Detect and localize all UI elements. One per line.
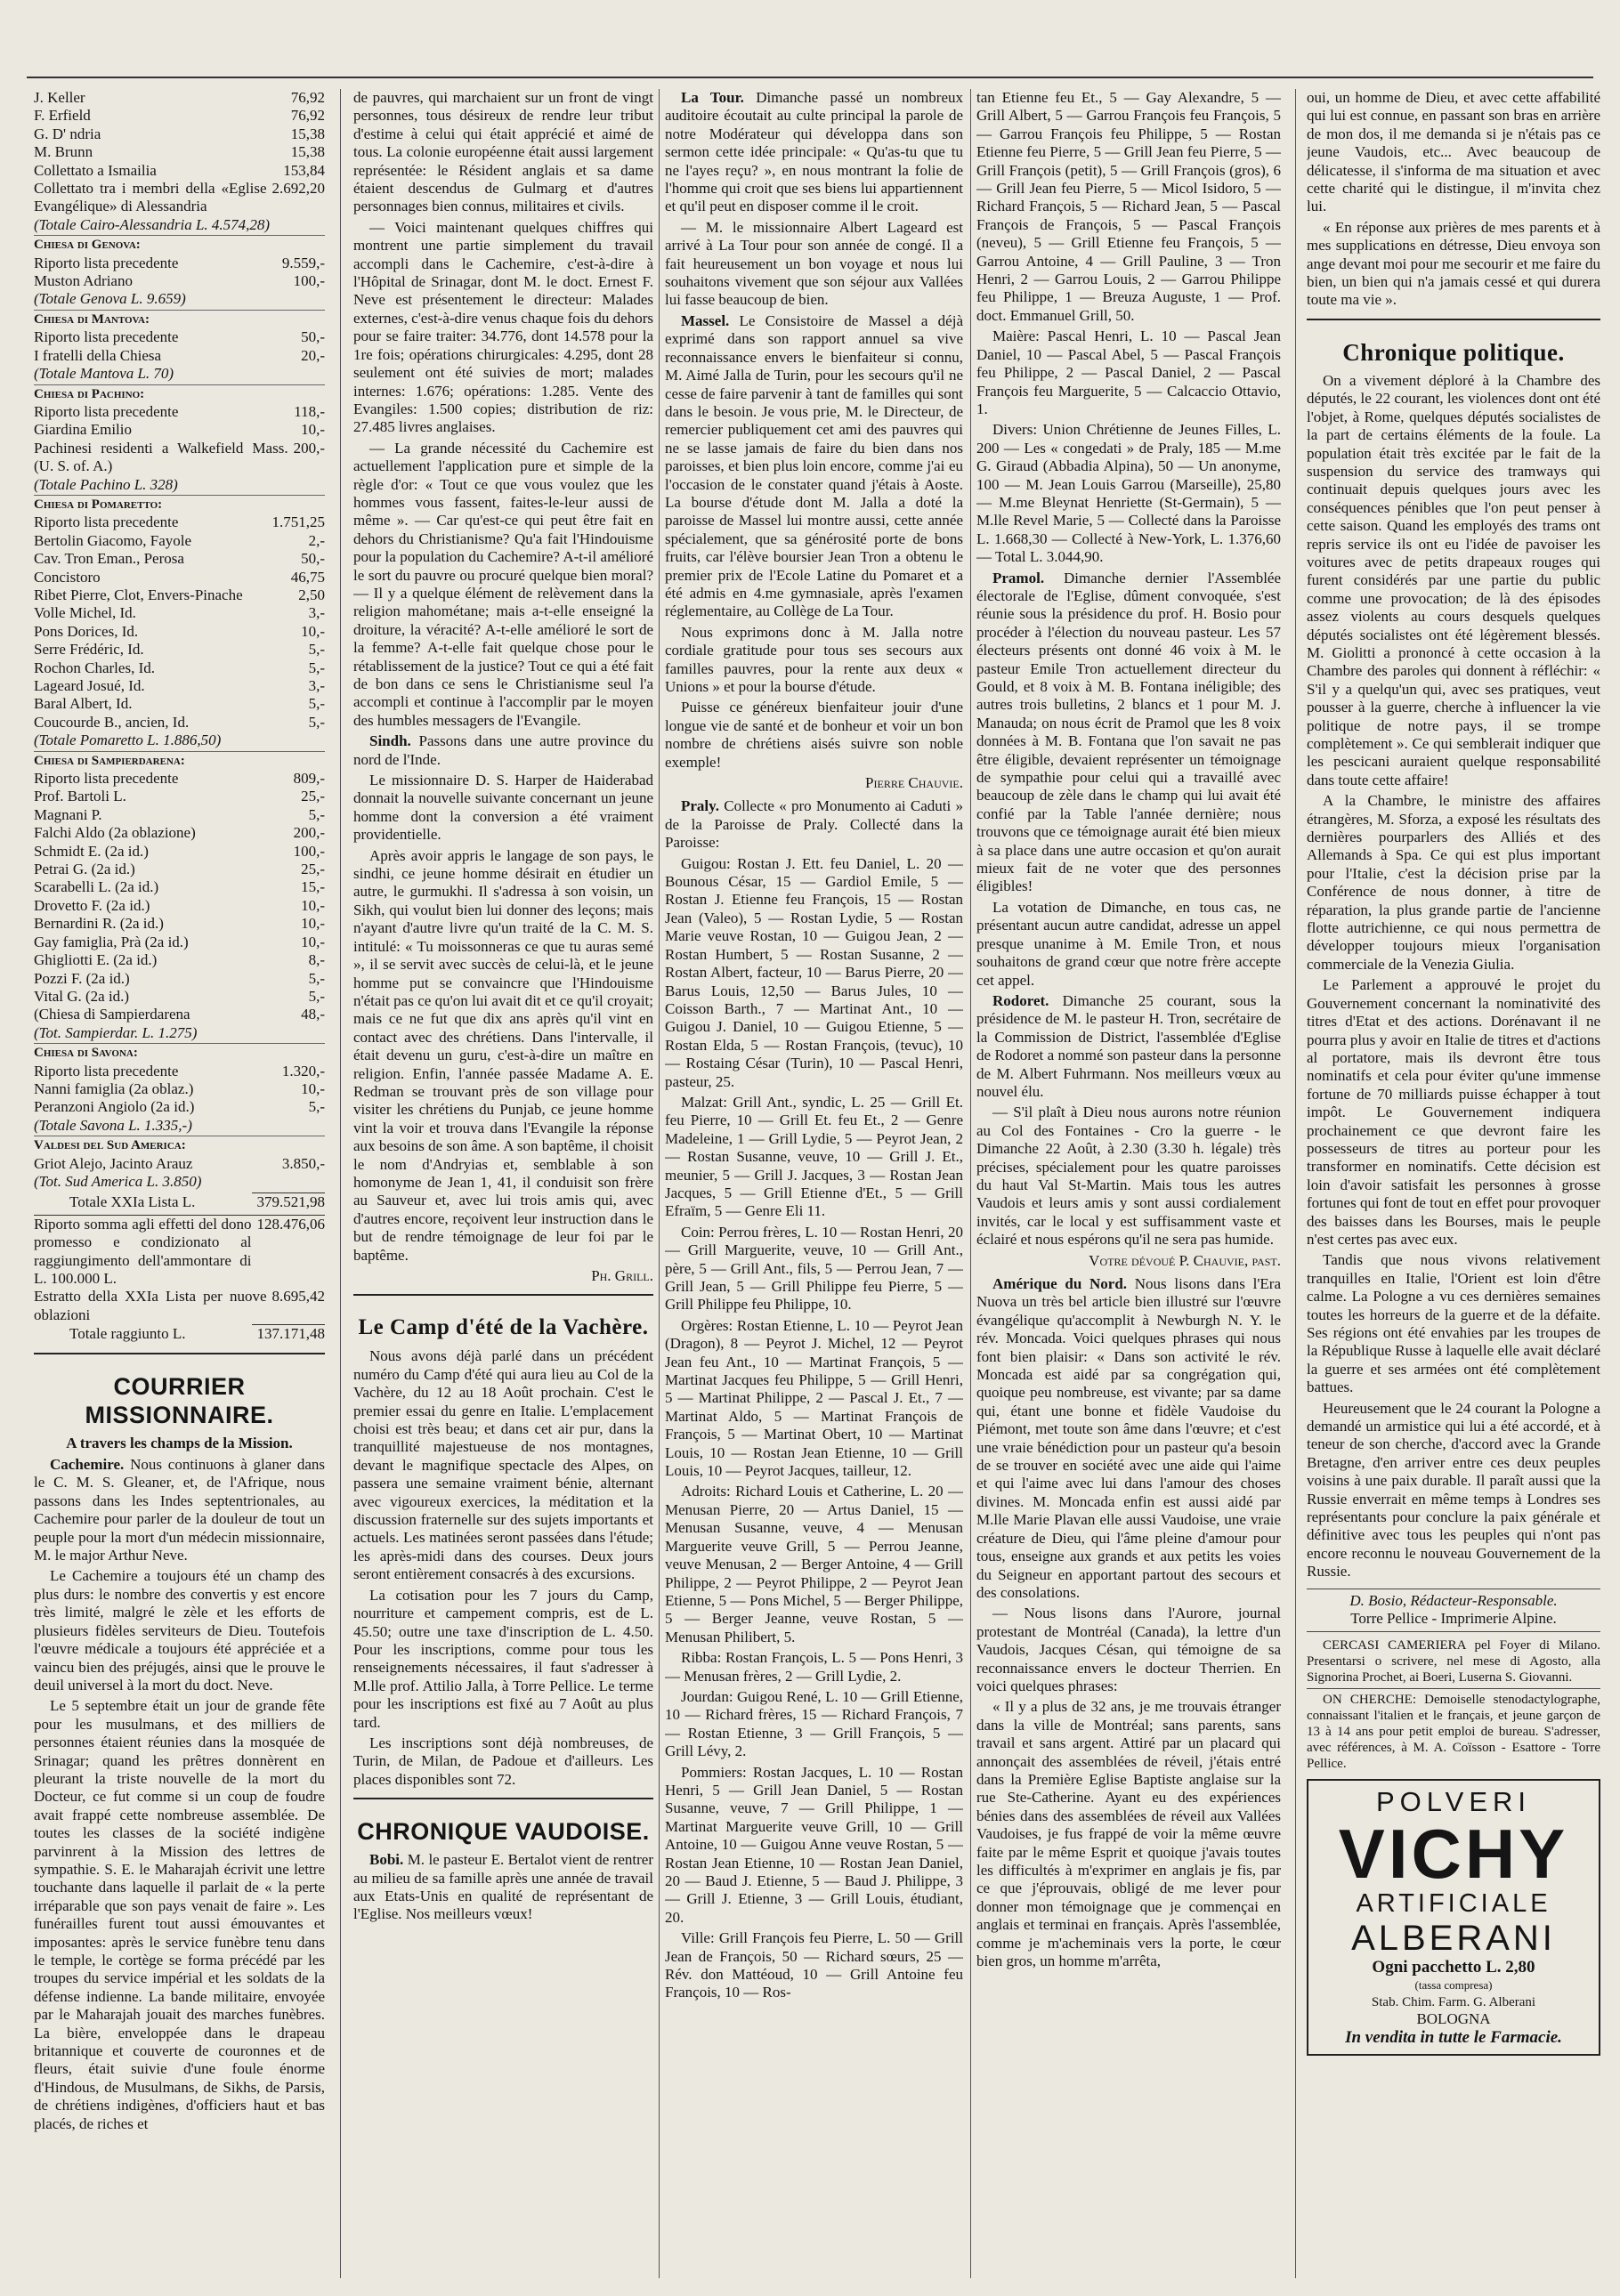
article-headline: Bobi. xyxy=(369,1851,404,1869)
article-text: Maière: Pascal Henri, L. 10 — Pascal Jean Daniel, 10 — Pascal Abel, 5 — Pascal François feu Philippe, 2 — Pascal Daniel, 2 — Pascal François feu Marguerite, 5 — Calcaccio Ottavio, 1. xyxy=(976,327,1281,417)
section-title: COURRIER MISSIONNAIRE. xyxy=(85,1372,274,1428)
article-text: tan Etienne feu Et., 5 — Gay Alexandre, 5 — Grill Albert, 5 — Garrou François feu François, 5 — Garrou François feu Philippe, 5 — Rostan Etienne feu Pierre, 5 — Grill Jean feu Pierre, 5 — Grill François (petit), 5 — Grill François (gros), 6 — Grill Jean feu Pierre, 5 — Micol Isidoro, 5 — Richard François, 5 — Richard Jean, 5 — Pascal François de François, 5 — Pascal François (neveu), 5 — Grill Etienne feu François, 5 — Garrou Antoine, 4 — Grill Pauline, 3 — Tron Henri, 2 — Garrou Louis, 2 — Garrou Philippe feu Philippe, 1 — Breuza Auguste, 1 — Prof. doct. Emmanuel Grill, 50. xyxy=(976,89,1281,324)
imprint xyxy=(1307,1589,1600,1632)
article-headline: Massel. xyxy=(681,311,730,329)
list-item: Bertolin Giacomo, Fayole 2,- xyxy=(34,531,325,549)
list-item: M. Brunn 15,38 xyxy=(34,143,325,161)
ad-line: (tassa compresa) xyxy=(1414,1977,1493,1992)
list-item: G. D' ndria 15,38 xyxy=(34,125,325,142)
ad-line: BOLOGNA xyxy=(1416,2010,1491,2028)
article-text: A la Chambre, le ministre des affaires étrangères, M. Sforza, a exposé les résultats des dernières pourparlers des Alliés et des Allemands à Spa. Ce qui est plus important pour l'Italie, c'est la décision prise par la Conférence de nous donner, à titre de réparation, la plus grande partie de l'ancienne flotte autrichienne, ce qui nous permettra de développer toujours mieux l'organisation commerciale de la Venezia Giulia. xyxy=(1307,792,1600,973)
subtotal: (Totale Cairo-Alessandria L. 4.574,28) xyxy=(34,215,271,233)
article-text: La cotisation pour les 7 jours du Camp, nourriture et campement compris, est de L. 45.50; outre une taxe d'inscription de L. 4.50. Pour les inscriptions, comme pour tous les renseignements nécessaires, il faut s'adresser à M.lle prof. Attilio Jalla, à Torre Pellice. Le terme pour les inscriptions est fixé au 7 Août au plus tard. xyxy=(353,1586,653,1731)
section-heading: Valdesi del Sud America: xyxy=(34,1136,325,1154)
list-item: Falchi Aldo (2a oblazione) 200,- xyxy=(34,824,325,842)
section-heading: Chiesa di Sampierdarena: xyxy=(34,751,325,770)
list-item: (Chiesa di Sampierdarena 48,- xyxy=(34,1006,325,1023)
article-headline: Praly. xyxy=(681,797,719,815)
section-title: CHRONIQUE VAUDOISE. xyxy=(357,1818,650,1846)
article-text: Dimanche dernier l'Assemblée électorale de l'Eglise, dûment convoquée, s'est réunie sous la présidence du prof. H. Bosio pour procéder à l'élection du nouveau pasteur. Les 57 électeurs présents ont donné 46 voix à M. le pasteur Emile Tron actuellement directeur du Gould, et 8 voix à M. B. Fontana inéligible; des autres trois bulletins, 2 blancs et 1 pour M. J. Manauda; on nous écrit de Pramol que les 8 voix données à M. B. Fontana que l'on savait ne pas être éligible, devaient représenter un témoignage de sympathie pour celui qui a travaillé avec beaucoup de zèle dans le champ qui lui avait été confié par la Table l'année dernière; nous trouvons que ce témoignage aurait été bien mieux à sa place dans une autre occasion et qu'on aurait mieux fait de ne voter que des personnes éligibles! xyxy=(976,569,1281,895)
article-headline: Cachemire. xyxy=(50,1456,125,1474)
section-heading: Chiesa di Pomaretto: xyxy=(34,495,325,513)
ad-line: POLVERI xyxy=(1375,1785,1532,1817)
ad-maker: ALBERANI xyxy=(1351,1918,1556,1958)
list-item: Scarabelli L. (2a id.) 15,- xyxy=(34,878,325,896)
column-3 xyxy=(665,89,963,2283)
ad-line: ARTIFICIALE xyxy=(1356,1888,1551,1918)
total-row: Totale raggiunto L. 137.171,48 xyxy=(69,1325,325,1343)
total-row: Riporto somma agli effetti del dono promesso e condizionato al raggiungimento dell'ammontare di L. 100.000 L. 128.476,06 xyxy=(34,1215,325,1287)
list-item: Serre Frédéric, Id. 5,- xyxy=(34,641,325,659)
subtotal: (Totale Mantova L. 70) xyxy=(34,365,174,383)
editor-line: D. Bosio, Rédacteur-Responsable. xyxy=(1349,1591,1558,1609)
article-text: de pauvres, qui marchaient sur un front de vingt personnes, tous désireux de rendre leur tribut d'estime à celui qui était apprécié et aimé de tous. La colonie européenne était aussi largement représentée: le Résident anglais et sa dame étaient descendus de Gulmarg et d'autres personnages bien connus, militaires et civils. xyxy=(353,89,653,215)
list-item: Cav. Tron Eman., Perosa 50,- xyxy=(34,550,325,568)
signature: Pierre Chauvie. xyxy=(865,774,963,792)
article-text: Les inscriptions sont déjà nombreuses, de Turin, de Milan, de Padoue et d'ailleurs. Les places disponibles sont 72. xyxy=(353,1734,653,1788)
list-item: Petrai G. (2a id.) 25,- xyxy=(34,861,325,878)
list-item: Pons Dorices, Id. 10,- xyxy=(34,622,325,640)
list-item: Bernardini R. (2a id.) 10,- xyxy=(34,915,325,933)
list-item: Collettato a Ismailia 153,84 xyxy=(34,161,325,179)
donation-list xyxy=(34,89,325,1344)
list-item: Muston Adriano 100,- xyxy=(34,272,325,290)
vichy-advertisement xyxy=(1307,1779,1600,2057)
article-text: Le missionnaire D. S. Harper de Haiderabad donnait la nouvelle suivante concernant un jeune homme dont la conversion a été vraiment providentielle. xyxy=(353,772,653,844)
article-text: « En réponse aux prières de mes parents et à mes supplications en détresse, Dieu envoya son ange devant moi pour me secourir et me faire du bien, un bien qui n'a jamais cessé et qui durera toute ma vie ». xyxy=(1307,218,1600,309)
subtotal: (Tot. Sud America L. 3.850) xyxy=(34,1172,202,1190)
article-text: M. le pasteur E. Bertalot vient de rentrer au milieu de sa famille après une année de travail aux Etats-Unis en qualité de représentant de l'Eglise. Nos meilleurs vœux! xyxy=(353,1851,653,1923)
article-text: Ribba: Rostan François, L. 5 — Pons Henri, 3 — Menusan frères, 2 — Grill Lydie, 2. xyxy=(665,1649,963,1685)
column-1 xyxy=(34,89,325,2283)
article-headline: Amérique du Nord. xyxy=(992,1275,1128,1292)
top-rule xyxy=(27,77,1593,78)
camp-section xyxy=(353,1294,653,1789)
section-heading: Chiesa di Genova: xyxy=(34,235,325,254)
list-item: Riporto lista precedente 1.320,- xyxy=(34,1062,325,1079)
list-item: Prof. Bartoli L. 25,- xyxy=(34,788,325,805)
list-item: Pachinesi residenti a Walkefield Mass. (U. S. of. A.) 200,- xyxy=(34,439,325,475)
article-text: Le 5 septembre était un jour de grande fête pour les musulmans, et des milliers de personnes étaient réunies dans la mosquée de Srinagar; quand les prêtres donnèrent en pleurant la triste nouvelle de la mort du Docteur, ce fut comme si un coup de foudre avait frappé cette nombreuse assemblée. De toutes les classes de la société indigène parvinrent à la Mission des lettres de sympathie. S. E. le Maharajah écrivit une lettre touchante dans laquelle il parlait de « la perte irréparable que son pays venait de faire ». Les funérailles furent tout aussi émouvantes et imposantes: après le service funèbre tenu dans le temple, le cortège se forma précédé par les troupes du service impérial et les soldats de la défense indienne. La bande militaire, envoyée par le Maharajah jouait des marches funèbres. La bière, enveloppée dans le drapeau britannique et couverte de couronnes et de fleurs, était suivie d'une foule énorme d'Hindous, de Musulmans, de Sikhs, de Parsis, de chrétiens indigènes, d'officiers haut et bas placés, de riches et xyxy=(34,1697,325,2132)
column-rule xyxy=(659,89,660,2278)
list-item: Nanni famiglia (2a oblaz.) 10,- xyxy=(34,1079,325,1097)
list-item: Riporto lista precedente 809,- xyxy=(34,770,325,788)
section-title: Le Camp d'été de la Vachère. xyxy=(358,1315,649,1340)
article-text: « Il y a plus de 32 ans, je me trouvais étranger dans la ville de Montréal; sans parents, sans travail et sans argent. Attiré par un placard qui annonçait des assemblées de réveil, j'étais entré dans la Première Eglise Baptiste anglaise sur la rue Ste-Catherine. Ayant eu des expériences bénies dans des assemblées de réveil aux Vallées Vaudoises, je fus frappé de voir la même œuvre faite par le même Esprit et quoique j'avais toutes les difficultés à m'exprimer en anglais je fis, par ce que j'éprouvais, obligé de me lever pour donner mon témoignage que je commençai en anglais et terminai en français. Après l'assemblée, comme je m'acheminais vers la porte, le cœur bien gros, un homme m'arrêta, xyxy=(976,1698,1281,1970)
article-text: — S'il plaît à Dieu nous aurons notre réunion au Col des Fontaines - Cro la guerre - le Dimanche 22 Août, à 2.30 (3.30 h. légale) très précises, spécialement pour les quatre paroisses du haut Val St-Martin. Mais tous les autres Vaudois et leurs amis y sont aussi cordialement invités, car le local y est suffisamment vaste et éclairé et nous espérons qu'il ne sera pas humide. xyxy=(976,1104,1281,1249)
ad-brand: VICHY xyxy=(1338,1814,1569,1893)
article-text: Malzat: Grill Ant., syndic, L. 25 — Grill Et. feu Pierre, 10 — Grill Et. feu Et., 2 — Genre Madeleine, 1 — Grill Lydie, 5 — Peyrot Jean, 2 — Rostan Susanne, veuve, 10 — Grill J. Et., meunier, 5 — Grill J. Jacques, 3 — Rostan Jean Jacques, 5 — Grill Etienne d'Et., 5 — Grill Efraïm, 5 — Genre Eli 11. xyxy=(665,1093,963,1220)
subtotal: (Totale Genova L. 9.659) xyxy=(34,290,186,308)
article-text: Puisse ce généreux bienfaiteur jouir d'une longue vie de santé et de bonheur et voir un bon nombre de chrétiens aisés suivre son noble exemple! xyxy=(665,699,963,771)
article-text: Après avoir appris le langage de son pays, le sindhi, ce jeune homme désirait en étudier un autre, le gurmukhi. Il s'adressa à son voisin, un Sikh, qui voulut bien lui donner des leçons; mais n'ayant d'autre livre qu'un traité de la C. M. S. intitulé: « Tu moissonneras ce que tu auras semé », il se servit avec succès de celui-là, et le jeune homme put se convaincre que l'Hindouisme n'était pas ce qu'on lui avait dit et ce qu'il croyait; mais ce ne fut que dix ans après qu'il vint en contact avec des chrétiens. Dans l'intervalle, il était devenu un guru, c'est-à-dire un maître en religion. Enfin, l'année passée Madame A. E. Redman se trouvant près de son village pour visiter les chrétiens du Punjab, ce jeune homme vint la voir et trouva dans l'Evangile la réponse aux besoins de son âme. A son baptême, il choisit le nom d'Andryias et, semblable à son homonyme de Jean 1, 41, il conduisit son frère au Sauveur et, avec lui trois amis qui, avec d'autres encore, reçoivent leur instruction dans le but de rendre témoignage de leur foi par le baptême. xyxy=(353,846,653,1264)
article-text: Le Cachemire a toujours été un champ des plus durs: le nombre des convertis y est encore très limité, malgré le zèle et les efforts de plusieurs fidèles serviteurs de Dieu. Toutefois l'œuvre médicale a toujours été appréciée et a vaincu bien des préjugés, ainsi que le prouve le deuil universel à la mort du doct. Neve. xyxy=(34,1567,325,1694)
article-text: oui, un homme de Dieu, et avec cette affabilité qui lui est connue, en passant son bras en arrière de mon dos, il me demanda si je n'étais pas ce jeune Vaudois, etc... Avec beaucoup de délicatesse, il s'informa de ma situation et avec cette charité qui le distingue, il m'invita chez lui. xyxy=(1307,89,1600,215)
grand-total-row: Totale XXIa Lista L. 379.521,98 xyxy=(69,1193,325,1211)
article-text: Jourdan: Guigou René, L. 10 — Grill Etienne, 10 — Richard frères, 15 — Richard François, 7 — Rostan Etienne, 3 — Grill François, 5 — Grill Lévy, 2. xyxy=(665,1687,963,1760)
total-row: Estratto della XXIa Lista per nuove oblazioni 8.695,42 xyxy=(34,1288,325,1323)
column-rule xyxy=(1295,89,1296,2278)
ad-line: In vendita in tutte le Farmacie. xyxy=(1345,2027,1562,2047)
list-item: Vital G. (2a id.) 5,- xyxy=(34,987,325,1005)
list-item: Riporto lista precedente 9.559,- xyxy=(34,254,325,271)
article-text: Nous exprimons donc à M. Jalla notre cordiale gratitude pour tous ses secours aux familles pauvres, pour la rente aux deux « Unions » et pour la bourse d'étude. xyxy=(665,623,963,695)
article-text: Heureusement que le 24 courant la Pologne a demandé un armistice qui lui a été accordé, et à teneur de son cherche, d'accord avec la Grande Bretagne, d'en arriver entre ces deux peuples voisins à une paix durable. Il paraît aussi que la Russie enverrait en même temps à Londres ses représentants pour conclure la paix générale et définitive avec tous les peuples qui n'ont pas encore reconnu le nouveau Gouvernement de la Russie. xyxy=(1307,1399,1600,1581)
article-headline: La Tour. xyxy=(681,89,744,106)
chronique-politique-section xyxy=(1307,319,1600,1581)
list-item: J. Keller 76,92 xyxy=(34,89,325,106)
article-text: Nous lisons dans l'Era Nuova un très bel article bien illustré sur l'œuvre évangélique qu'accomplit à Newburgh N. Y. le rév. Moncada. Voici quelques phrases qui nous font bien plaisir: « Dans son activité le rév. Moncada est aidé par sa congrégation qui, quoique peu nombreuse, est vivante; par sa dame qui, étant une bonne et fidèle Vaudoise du Piémont, met toute son âme dans l'œuvre; et c'est une vraie bénédiction pour un pasteur qu'a besoin de se trouver en société avec une aide qui l'aime et qui l'aime avec lui dans l'amour des choses divines. M. Moncada enfin est aussi aidé par M.lle Marie Plavan elle aussi Vaudoise, une vraie créature de Dieu, qui l'âme pleine d'amour pour tous, enseigne aux grands et aux petits les voies du Seigneur en apportant partout des secours et des consolations. xyxy=(976,1275,1281,1601)
list-item: Baral Albert, Id. 5,- xyxy=(34,695,325,713)
ad-price: Ogni pacchetto L. 2,80 xyxy=(1372,1957,1535,1977)
subtotal: (Totale Pomaretto L. 1.886,50) xyxy=(34,732,222,749)
section-heading: Chiesa di Pachino: xyxy=(34,384,325,403)
column-4 xyxy=(976,89,1281,2283)
classified-ad: CERCASI CAMERIERA pel Foyer di Milano. Presentarsi o scrivere, nel mese di Agosto, alla Signorina Prochet, ai Boeri, Luserna S. Giovanni. xyxy=(1307,1637,1600,1685)
article-headline: Sindh. xyxy=(369,732,411,750)
article-text: Pommiers: Rostan Jacques, L. 10 — Rostan Henri, 5 — Grill Jean Daniel, 5 — Rostan Susanne, veuve, 7 — Grill Philippe, 1 — Martinat Marguerite veuve Grill, 10 — Grill Antoine, 10 — Guigou Anne veuve Rostan, 5 — Rostan Jean Etienne, 10 — Rostan Jean Daniel, 20 — Baud J. Etienne, 5 — Baud J. Philippe, 3 — Grill J. Etienne, 3 — Grill Louis, étudiant, 20. xyxy=(665,1763,963,1926)
column-2 xyxy=(353,89,653,2283)
article-headline: Pramol. xyxy=(992,569,1045,586)
article-text: Nous continuons à glaner dans le C. M. S. Gleaner, et, de l'Afrique, nous passons dans les Indes septentrionales, au Cachemire pour parler de la douleur de tout un peuple pour la mort d'un médecin missionnaire, M. le major Arthur Neve. xyxy=(34,1456,325,1564)
ad-line: Stab. Chim. Farm. G. Alberani xyxy=(1371,1995,1536,2010)
list-item: Rochon Charles, Id. 5,- xyxy=(34,659,325,676)
signature: Votre dévoué P. Chauvie, past. xyxy=(1089,1251,1281,1269)
article-text: On a vivement déploré à la Chambre des députés, le 22 courant, les violences dont ont été l'objet, à Rome, quelques députés socialistes de la part de certains éléments de la foule. La population était très excitée par le fait de la suspension du service des tramways qui continuait depuis quelques jours avec les conséquences pénibles que l'on peut penser à cette saison. Quand les employés des trams ont repris service ils ont eu l'idée de pavoiser les voitures avec de petits drapeaux rouges qui furent considérés par une partie du public comme une provocation; de là des épisodes assez violents au cours desquels quelques députés socialistes ont été légèrement blessés. M. Giolitti a prononcé à cette occasion à la Chambre des paroles qui donnent à réfléchir: « S'il y a quelqu'un qui, avec ses pratiques, veut pousser à la guerre, cherche à influencer la vie politique de notre pays, il se trompe complètement ». Ce qui semblerait indiquer que les pescicani auraient quelque responsabilité dans toute cette affaire! xyxy=(1307,371,1600,788)
article-headline: Rodoret. xyxy=(992,991,1049,1009)
section-heading: Chiesa di Savona: xyxy=(34,1043,325,1062)
article-text: Guigou: Rostan J. Ett. feu Daniel, L. 20 — Bounous César, 15 — Gardiol Emile, 5 — Rostan J. Etienne feu François, 15 — Rostan Jean (Valeo), 5 — Rostan Lydie, 5 — Rostan Marie veuve Rostan, 10 — Guigou Jean, 2 — Rostan Humbert, 5 — Rostan Susanne, 2 — Rostan Albert, facteur, 10 — Barus Pierre, 20 — Barus Louis, 12,50 — Barus Jules, 10 — Coisson Barth., 7 — Martinat Ant., 10 — Guigou J. Daniel, 10 — Guigou Etienne, 5 — Rostan Elda, 5 — Rostan François, (tevuc), 10 — Rostaing César (Turin), 10 — Pascal Henri, pasteur, 25. xyxy=(665,854,963,1090)
subtotal: (Totale Savona L. 1.335,-) xyxy=(34,1116,192,1134)
article-text: Le Parlement a approuvé le projet du Gouvernement concernant la nominativité des titres d'Etat et des actions. Dorénavant il ne pourra plus y avoir en Italie de titres et d'actions al portatore, mais ils devront être tous nominatifs et cela pour éviter qu'une immense fortune de 70 milliards puisse échapper à tout impôt. Le Gouvernement indiquera prochainement ce que devront faire les possesseurs de titres au porteur pour les transformer en nominatifs. Cette décision est loin d'avoir satisfait les personnes à grosse fortunes qui font de tout en effet pour provoquer des baisses dans les Bourses, mais le peuple n'est certes pas avec eux. xyxy=(1307,976,1600,1248)
list-item: Coucourde B., ancien, Id. 5,- xyxy=(34,713,325,731)
article-text: Tandis que nous vivons relativement tranquilles en Italie, l'Orient est loin d'être calme. La Pologne a vu ces dernières semaines toutes les horreurs de la guerre et de la défaite. Ses régions ont été envahies par les troupes de la République Russe à laquelle elle avait déclaré la guerre et ses armées ont été complètement battues. xyxy=(1307,1251,1600,1396)
section-heading: Chiesa di Mantova: xyxy=(34,310,325,328)
article-text: La votation de Dimanche, en tous cas, ne présentant aucun autre candidat, adresse un appel presque unanime à M. Emile Tron, et nous souhaitons de grand cœur que notre frère accepte cet appel. xyxy=(976,898,1281,989)
list-item: Gay famiglia, Prà (2a id.) 10,- xyxy=(34,933,325,950)
article-text: — Nous lisons dans l'Aurore, journal protestant de Montréal (Canada), la lettre d'un Vaudois, Jacques Césan, qui témoigne de sa reconnaissance envers le docteur Therrien. En voici quelques phrases: xyxy=(976,1605,1281,1694)
list-item: Griot Alejo, Jacinto Arauz 3.850,- xyxy=(34,1154,325,1172)
list-item: Drovetto F. (2a id.) 10,- xyxy=(34,896,325,914)
list-item: Schmidt E. (2a id.) 100,- xyxy=(34,842,325,860)
list-item: Giardina Emilio 10,- xyxy=(34,421,325,439)
article-text: Passons dans une autre province du nord de l'Inde. xyxy=(353,732,653,768)
article-text: Coin: Perrou frères, L. 10 — Rostan Henri, 20 — Grill Marguerite, veuve, 10 — Grill Ant., père, 5 — Grill Ant., fils, 5 — Perrou Jean, 7 — Grill Jean, 5 — Grill Philippe feu Pierre, 5 — Grill Philippe feu Philippe, 10. xyxy=(665,1223,963,1314)
list-item: Riporto lista precedente 1.751,25 xyxy=(34,513,325,531)
list-item: Collettato tra i membri della «Eglise Evangélique» di Alessandria 2.692,20 xyxy=(34,180,325,215)
subtotal: (Totale Pachino L. 328) xyxy=(34,475,178,493)
column-rule xyxy=(970,89,971,2278)
list-item: Concistoro 46,75 xyxy=(34,568,325,586)
article-text: Dimanche passé un nombreux auditoire écoutait au culte principal la parole de notre Modérateur qui développa dans son sermon cette idée principale: « Qu'as-tu que tu ne l'ayes reçu? », en nous montrant la folie de l'homme qui croit que ses biens lui appartiennent et qu'il peut en disposer comme il le croit. xyxy=(665,89,963,215)
printer-line: Torre Pellice - Imprimerie Alpine. xyxy=(1350,1610,1557,1628)
section-title: Chronique politique. xyxy=(1342,338,1565,366)
column-rule xyxy=(340,89,341,2278)
article-text: Le Consistoire de Massel a déjà exprimé dans son rapport annuel sa vive reconnaissance envers le bienfaiteur si connu, M. Aimé Jalla de Turin, pour les secours qu'il ne cesse de faire parvenir à tant de familles qui sont dans le besoin. Je vous prie, M. le Directeur, de remercier publiquement cet ami des pauvres qui ne se lasse jamais de faire du bien dans nos paroisses, et bien plus loin encore, comme j'ai eu l'occasion de le constater quand j'étais à Aoste. La bourse d'étude dont M. Jalla a doté la paroisse de Massel lui montre aussi, cette année spécialement, que sa générosité porte de bons fruits, car l'élève boursier Jean Tron a obtenu le premier prix de l'Ecole Latine du Pomaret et a été admis en 4.me gymnasiale, après l'examen réglementaire, au Collège de La Tour. xyxy=(665,311,963,620)
article-text: Adroits: Richard Louis et Catherine, L. 20 — Menusan Pierre, 20 — Artus Daniel, 15 — Menusan Susanne, veuve, 4 — Menusan Marguerite veuve Grill, 5 — Perrou Jeanne, veuve Menusan, 2 — Berger Antoine, 4 — Grill Philippe, 2 — Peyrot Philippe, 2 — Peyrot Jean Etienne, 5 — Pons Michel, 5 — Berger Philippe, 5 — Berger Jeanne, veuve Rostan, 5 — Menusan Philibert, 5. xyxy=(665,1483,963,1645)
signature: Ph. Grill. xyxy=(591,1267,653,1284)
list-item: Magnani P. 5,- xyxy=(34,805,325,823)
list-item: Peranzoni Angiolo (2a id.) 5,- xyxy=(34,1098,325,1116)
classified-ad: ON CHERCHE: Demoiselle stenodactylographe, connaissant l'italien et le français, et jeune garçon de 13 à 14 ans pour petit emploi de bureau. S'adresser, avec références, à M. A. Coïsson - Esattore - Torre Pellice. xyxy=(1307,1688,1600,1772)
courrier-section xyxy=(34,1353,325,2133)
list-item: I fratelli della Chiesa 20,- xyxy=(34,346,325,364)
list-item: Lageard Josué, Id. 3,- xyxy=(34,677,325,694)
list-item: Volle Michel, Id. 3,- xyxy=(34,604,325,622)
article-text: Nous avons déjà parlé dans un précédent numéro du Camp d'été qui aura lieu au Col de la Vachère, du 12 au 18 Août prochain. C'est le premier essai du genre en Italie. L'emplacement choisi est très beau; et dans cet air pur, dans la tranquillité majestueuse de nos montagnes, devant le magnifique spectacle des Alpes, on passera une semaine vraiment bénie, alternant avec vigoureux exercices, la méditation et la discussion fraternelle sur des sujets importants et actuels. Les matinées seront passées dans l'étude; les après-midi dans des courses. Deux jours seront entièrement consacrés à des excursions. xyxy=(353,1347,653,1583)
list-item: Ghigliotti E. (2a id.) 8,- xyxy=(34,951,325,969)
list-item: F. Erfield 76,92 xyxy=(34,107,325,125)
chronique-vaudoise-section xyxy=(353,1798,653,1924)
list-item: Pozzi F. (2a id.) 5,- xyxy=(34,969,325,987)
article-text: Dimanche 25 courant, sous la présidence de M. le pasteur H. Tron, secrétaire de la Commission de District, l'assemblée d'Eglise de Rodoret a nommé son pasteur dans la personne de M. Albert Fuhrmann. Nos meilleurs vœux au nouvel élu. xyxy=(976,991,1281,1100)
article-text: Orgères: Rostan Etienne, L. 10 — Peyrot Jean (Dragon), 8 — Peyrot J. Michel, 12 — Peyrot Jean feu Ant., 10 — Martinat François, 5 — Martinat Jacques feu Philippe, 5 — Grill Henri, 5 — Martinat Philippe, 2 — Pascal J. Et., 7 — Martinat Aldo, 5 — Martinat François de François, 5 — Martinat Obert, 10 — Martinat Louis, 10 — Rostan Jean Etienne, 10 — Grill Louis, 10 — Peyrot Jacques, tailleur, 12. xyxy=(665,1316,963,1480)
column-5 xyxy=(1307,89,1600,2283)
article-text: Divers: Union Chrétienne de Jeunes Filles, L. 200 — Les « congedati » de Praly, 185 — M.me G. Giraud (Abbadia Alpina), 50 — Un anonyme, 100 — M. Jean Louis Garrou (Marseille), 25,80 — M.me Bleynat Henriette (St-Germain), 5 — M.lle Revel Marie, 5 — Collecté dans la Paroisse L. 1.668,30 — Collecté à New-York, L. 1.376,60 — Total L. 3.044,90. xyxy=(976,421,1281,566)
subtotal: (Tot. Sampierdar. L. 1.275) xyxy=(34,1023,198,1041)
article-text: — M. le missionnaire Albert Lageard est arrivé à La Tour pour son année de congé. Il a fait heureusement un bon voyage et nous lui souhaitons vivement que son séjour aux Vallées lui fasse beaucoup de bien. xyxy=(665,218,963,309)
list-item: Riporto lista precedente 50,- xyxy=(34,328,325,346)
list-item: Riporto lista precedente 118,- xyxy=(34,402,325,420)
article-text: — Voici maintenant quelques chiffres qui montrent une partie simplement du travail accompli dans le Cachemire, c'est-à-dire à l'Hôpital de Srinagar, dont M. le doct. Ernest F. Neve est présentement le directeur: Malades externes, c'est-à-dire venus chaque fois du dehors pour se faire traiter: 34.776, dont 14.578 pour la 1re fois; opérations chirurgicales: 4.295, dont 28 seulement ont été suivies de mort; malades internes: 1.676; opérations: 1.285. Vente des Evangiles: 1.500 copies; distribution de riz: 27.485 livres anglaises. xyxy=(353,218,653,436)
article-text: Ville: Grill François feu Pierre, L. 50 — Grill Jean de François, 50 — Richard sœurs, 25 — Rév. don Mattéoud, 10 — Grill Antoine feu François, 10 — Ros- xyxy=(665,1929,963,2001)
article-text: Collecte « pro Monumento ai Caduti » de la Paroisse de Praly. Collecté dans la Paroisse: xyxy=(665,797,963,852)
article-text: — La grande nécessité du Cachemire est actuellement l'application pure et simple de la règle d'or: « Tout ce que vous voulez que les hommes vous fassent, faites-le-leur aussi de même ». — Car qu'est-ce qui peut être fait en dehors du Christianisme? Qu'a fait l'Hindouisme pour la population du Cachemire? A-t-il amélioré le sort du pauvre ou procuré quelque bien moral? — Il y a quelque élément de relèvement dans la religion mahométane; mais a-t-elle enseigné la droiture, la véracité? A-t-elle amélioré le sort de la femme? A-t-elle fait quelque chose pour le rétablissement de la justice? Tout ce qui a été fait de bon dans ce sens le Christianisme seul l'a accompli et continue à l'accomplir par le moyen des humbles messagers de l'Evangile. xyxy=(353,439,653,729)
list-item: Ribet Pierre, Clot, Envers-Pinache 2,50 xyxy=(34,586,325,603)
section-subtitle: A travers les champs de la Mission. xyxy=(66,1434,293,1451)
